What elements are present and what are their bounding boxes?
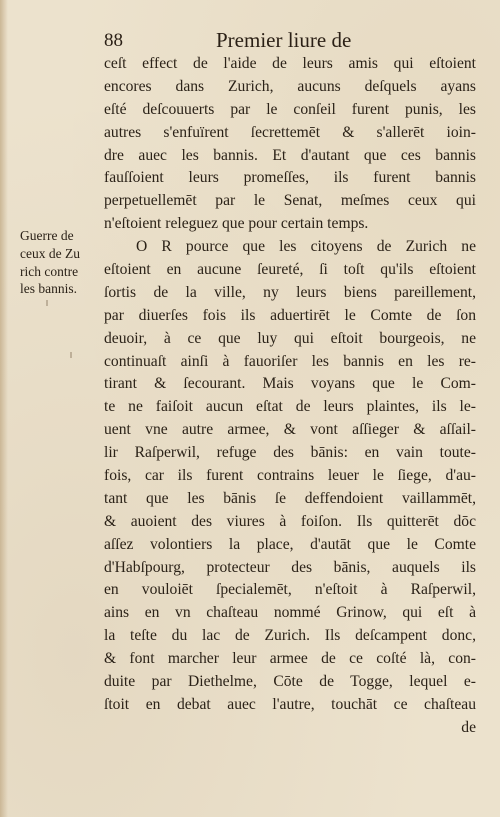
text-line: aſſez volontiers la place, d'autāt que le Comte xyxy=(104,535,476,553)
text-line: deuoir, à ce que luy qui eſtoit bourgeois, ne xyxy=(104,329,476,347)
text-line: continuaſt ainſi à fauoriſer les bannis en les re- xyxy=(104,352,476,370)
text-line: duite par Diethelme, Cōte de Togge, lequel e- xyxy=(104,673,476,691)
text-line: eſtoient en aucune ſeureté, ſi toſt qu'ils eſtoient xyxy=(104,261,476,279)
text-line: tant que les bānis ſe deffendoient vaillammēt, xyxy=(104,489,476,507)
text-line: par diuerſes fois ils aduertirēt le Comte de ſon xyxy=(104,306,476,324)
margin-note-line: les bannis. xyxy=(20,281,77,297)
text-line: perpetuellemēt par le Senat, meſmes ceux qui xyxy=(104,192,476,210)
text-line: en vouloiēt ſpecialemēt, n'eſtoit à Raſperwil, xyxy=(104,581,476,599)
text-line: d'Habſpourg, protecteur des bānis, auquels ils xyxy=(104,558,476,576)
text-line: lir Raſperwil, refuge des bānis: en vain toute- xyxy=(104,444,476,462)
text-line: fois, car ils furent contrains leuer le ſiege, d'au- xyxy=(104,467,476,485)
margin-note-line: rich contre xyxy=(20,263,79,279)
text-line: te ne faiſoit aucun eſtat de leurs plaintes, ils le- xyxy=(104,398,476,416)
running-title: Premier liure de xyxy=(216,28,352,52)
text-line: ſtoit en debat auec l'autre, touchāt ce chaſteau xyxy=(104,695,476,713)
body-text xyxy=(104,53,476,740)
text-line: ains en vn chaſteau nommé Grinow, qui eſt à xyxy=(104,604,476,622)
margin-note xyxy=(20,227,100,298)
text-line: fauſſoient leurs promeſſes, ils furent bannis xyxy=(104,169,476,187)
text-line: tirant & ſecourant. Mais voyans que le Com- xyxy=(104,375,476,393)
text-line: & auoient des viures à foiſon. Ils quitterēt dōc xyxy=(104,512,476,530)
catchword: de xyxy=(461,718,476,736)
text-line: autres s'enfuïrent ſecrettemēt & s'allerēt ioin- xyxy=(104,123,476,141)
page-gutter-shadow xyxy=(0,0,8,817)
text-line: encores dans Zurich, aucuns deſquels ayans xyxy=(104,77,476,95)
margin-note-line: Guerre de xyxy=(20,228,74,243)
text-line: O R pource que les citoyens de Zurich ne xyxy=(136,238,476,256)
text-line: n'eſtoient releguez que pour certain temps. xyxy=(104,215,369,233)
text-line: eſté deſcouuerts par le conſeil furent punis, les xyxy=(104,100,476,118)
page-blemish xyxy=(70,352,72,358)
page-number: 88 xyxy=(104,30,123,51)
margin-note-line: ceux de Zu xyxy=(20,245,80,261)
text-line: uent vne autre armee, & vont aſſieger & aſſail- xyxy=(104,421,476,439)
text-line: la teſte du lac de Zurich. Ils deſcampent donc, xyxy=(104,627,476,645)
text-line: ſortis de la ville, ny leurs biens pareillement, xyxy=(104,283,476,301)
text-line: ceſt effect de l'aide de leurs amis qui eſtoient xyxy=(104,55,476,72)
page-blemish xyxy=(46,300,48,306)
text-line: dre auec les bannis. Et d'autant que ces bannis xyxy=(104,146,476,164)
text-line: & font marcher leur armee de ce coſté là, con- xyxy=(104,650,476,668)
